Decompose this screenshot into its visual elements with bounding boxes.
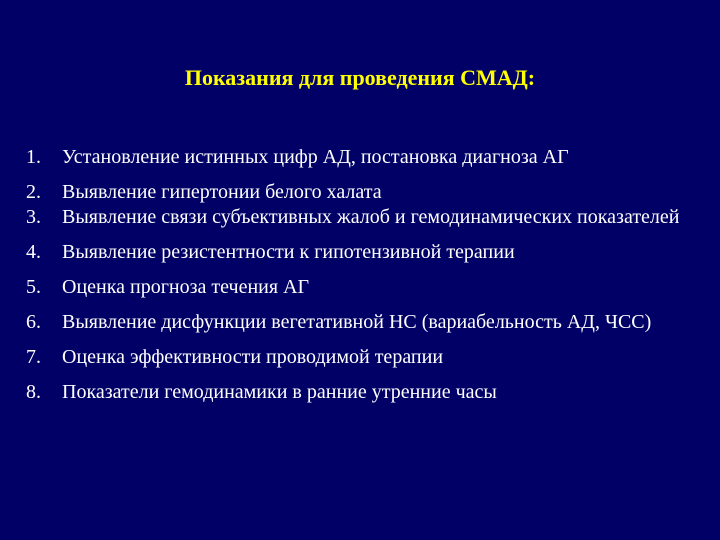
list-item-text: Выявление дисфункции вегетативной НС (вариабельность АД, ЧСС) <box>62 311 652 333</box>
list-item-number: 2. <box>26 181 41 203</box>
list-item-number: 3. <box>26 206 41 228</box>
slide-title: Показания для проведения СМАД: <box>184 65 536 90</box>
list-item <box>24 146 696 168</box>
list-item-number: 7. <box>26 346 41 368</box>
list-item <box>24 276 696 298</box>
list-item-text: Оценка прогноза течения АГ <box>62 276 310 298</box>
list-item-number: 6. <box>26 311 41 333</box>
list-item-number: 5. <box>26 276 41 298</box>
list-item <box>24 346 696 368</box>
list-item <box>24 206 696 228</box>
list-item-number: 8. <box>26 381 41 403</box>
list-item-text: Выявление резистентности к гипотензивной терапии <box>62 241 515 263</box>
list-item-number: 1. <box>26 146 41 168</box>
indications-list <box>24 146 696 416</box>
list-item-text: Выявление гипертонии белого халата <box>62 181 382 203</box>
list-item <box>24 181 696 203</box>
list-item-text: Выявление связи субъективных жалоб и гемодинамических показателей <box>62 206 680 228</box>
list-item-number: 4. <box>26 241 41 263</box>
list-item-text: Установление истинных цифр АД, постановка диагноза АГ <box>62 146 569 168</box>
list-item <box>24 381 696 403</box>
list-item-text: Показатели гемодинамики в ранние утренние часы <box>62 381 497 403</box>
list-item-text: Оценка эффективности проводимой терапии <box>62 346 444 368</box>
list-item <box>24 311 696 333</box>
list-item <box>24 241 696 263</box>
